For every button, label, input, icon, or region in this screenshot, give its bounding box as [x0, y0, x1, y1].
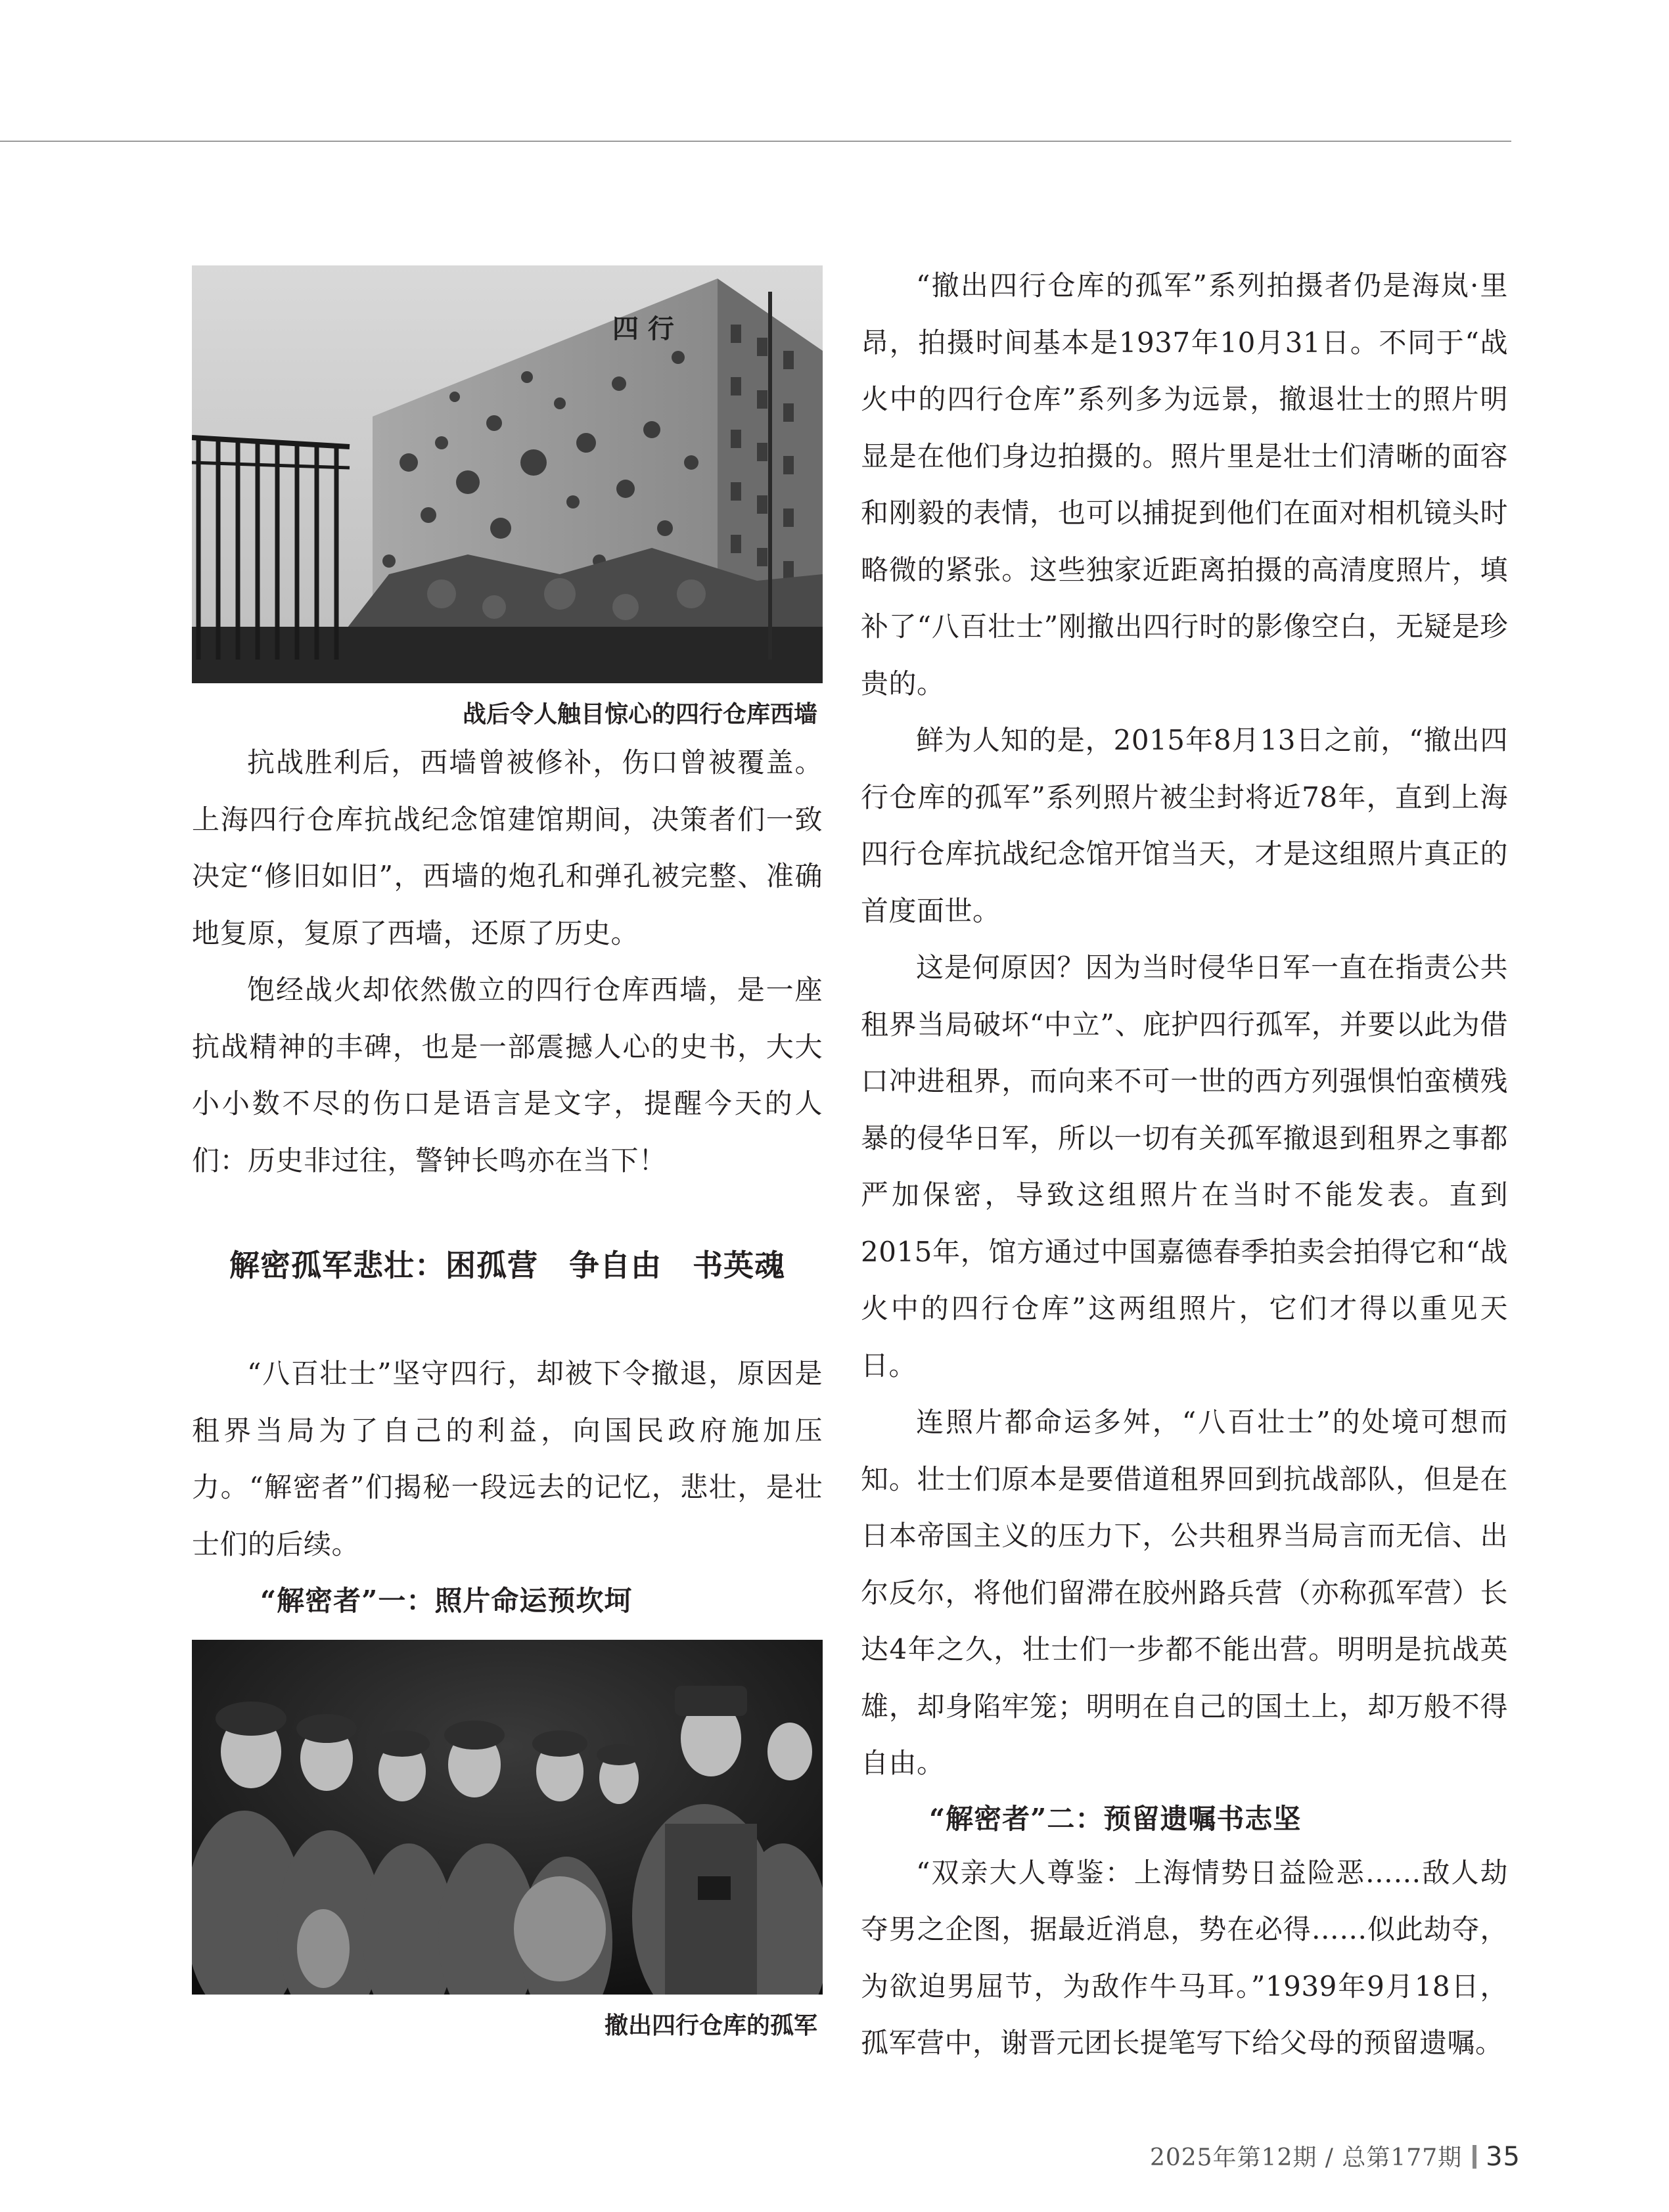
- retreating-soldiers-photo: [192, 1640, 823, 1995]
- left-paragraph-3: “八百壮士”坚守四行，却被下令撤退，原因是租界当局为了自己的利益，向国民政府施加压力。“解密者”们揭秘一段远去的记忆，悲壮，是壮士们的后续。: [192, 1357, 823, 1560]
- right-paragraph-2: 鲜为人知的是，2015年8月13日之前，“撤出四行仓库的孤军”系列照片被尘封将近78年，直到上海四行仓库抗战纪念馆开馆当天，才是这组照片真正的首度面世。: [861, 724, 1508, 927]
- warehouse-ruins-image: [192, 265, 823, 683]
- decoder-one-heading: “解密者”一：照片命运预坎坷: [260, 1585, 633, 1617]
- right-paragraph-5: “双亲大人尊鉴：上海情势日益险恶……敌人劫夺男之企图，据最近消息，势在必得……似此劫夺，为欲迫男屈节，为敌作牛马耳。”1939年9月18日，孤军营中，谢晋元团长提笔写下给父母的预留遗嘱。: [861, 1856, 1508, 2059]
- west-wall-photo: [192, 265, 823, 683]
- page-footer: [1150, 2139, 1520, 2173]
- soldiers-image: [192, 1640, 823, 1995]
- right-paragraph-1: “撤出四行仓库的孤军”系列拍摄者仍是海岚·里昂，拍摄时间基本是1937年10月31日。不同于“战火中的四行仓库”系列多为远景，撤退壮士的照片明显是在他们身边拍摄的。照片里是壮士们清晰的面容和刚毅的表情，也可以捕捉到他们在面对相机镜头时略微的紧张。这些独家近距离拍摄的高清度照片，填补了“八百壮士”刚撤出四行时的影像空白，无疑是珍贵的。: [861, 269, 1508, 700]
- right-column: [861, 258, 1508, 2072]
- photo1-caption: 战后令人触目惊心的四行仓库西墙: [462, 701, 817, 728]
- left-column: [192, 265, 823, 2042]
- section-title: 解密孤军悲壮：困孤营 争自由 书英魂: [229, 1248, 785, 1283]
- decoder-two-heading: “解密者”二：预留遗嘱书志坚: [929, 1802, 1302, 1835]
- right-paragraph-3: 这是何原因？因为当时侵华日军一直在指责公共租界当局破坏“中立”、庇护四行孤军，并要以此为借口冲进租界，而向来不可一世的西方列强惧怕蛮横残暴的侵华日军，所以一切有关孤军撤退到租界之事都严加保密，导致这组照片在当时不能发表。直到2015年，馆方通过中国嘉德春季拍卖会拍得它和“战火中的四行仓库”这两组照片，它们才得以重见天日。: [861, 951, 1508, 1382]
- footer-divider: [1473, 2145, 1476, 2169]
- header-rule: [0, 141, 1511, 142]
- right-paragraph-4: 连照片都命运多舛，“八百壮士”的处境可想而知。壮士们原本是要借道租界回到抗战部队，但是在日本帝国主义的压力下，公共租界当局言而无信、出尔反尔，将他们留滞在胶州路兵营（亦称孤军营）长达4年之久，壮士们一步都不能出营。明明是抗战英雄，却身陷牢笼；明明在自己的国土上，却万般不得自由。: [861, 1406, 1508, 1779]
- page-number: 35: [1486, 2142, 1520, 2172]
- left-paragraph-2: 饱经战火却依然傲立的四行仓库西墙，是一座抗战精神的丰碑，也是一部震撼人心的史书，大大小小数不尽的伤口是语言是文字，提醒今天的人们：历史非过往，警钟长鸣亦在当下！: [192, 974, 823, 1177]
- sign-text: 四 行: [612, 314, 674, 344]
- issue-info: 2025年第12期 / 总第177期: [1149, 2144, 1463, 2171]
- left-paragraph-1: 抗战胜利后，西墙曾被修补，伤口曾被覆盖。上海四行仓库抗战纪念馆建馆期间，决策者们一致决定“修旧如旧”，西墙的炮孔和弹孔被完整、准确地复原，复原了西墙，还原了历史。: [192, 746, 823, 949]
- photo2-caption: 撤出四行仓库的孤军: [604, 2012, 817, 2039]
